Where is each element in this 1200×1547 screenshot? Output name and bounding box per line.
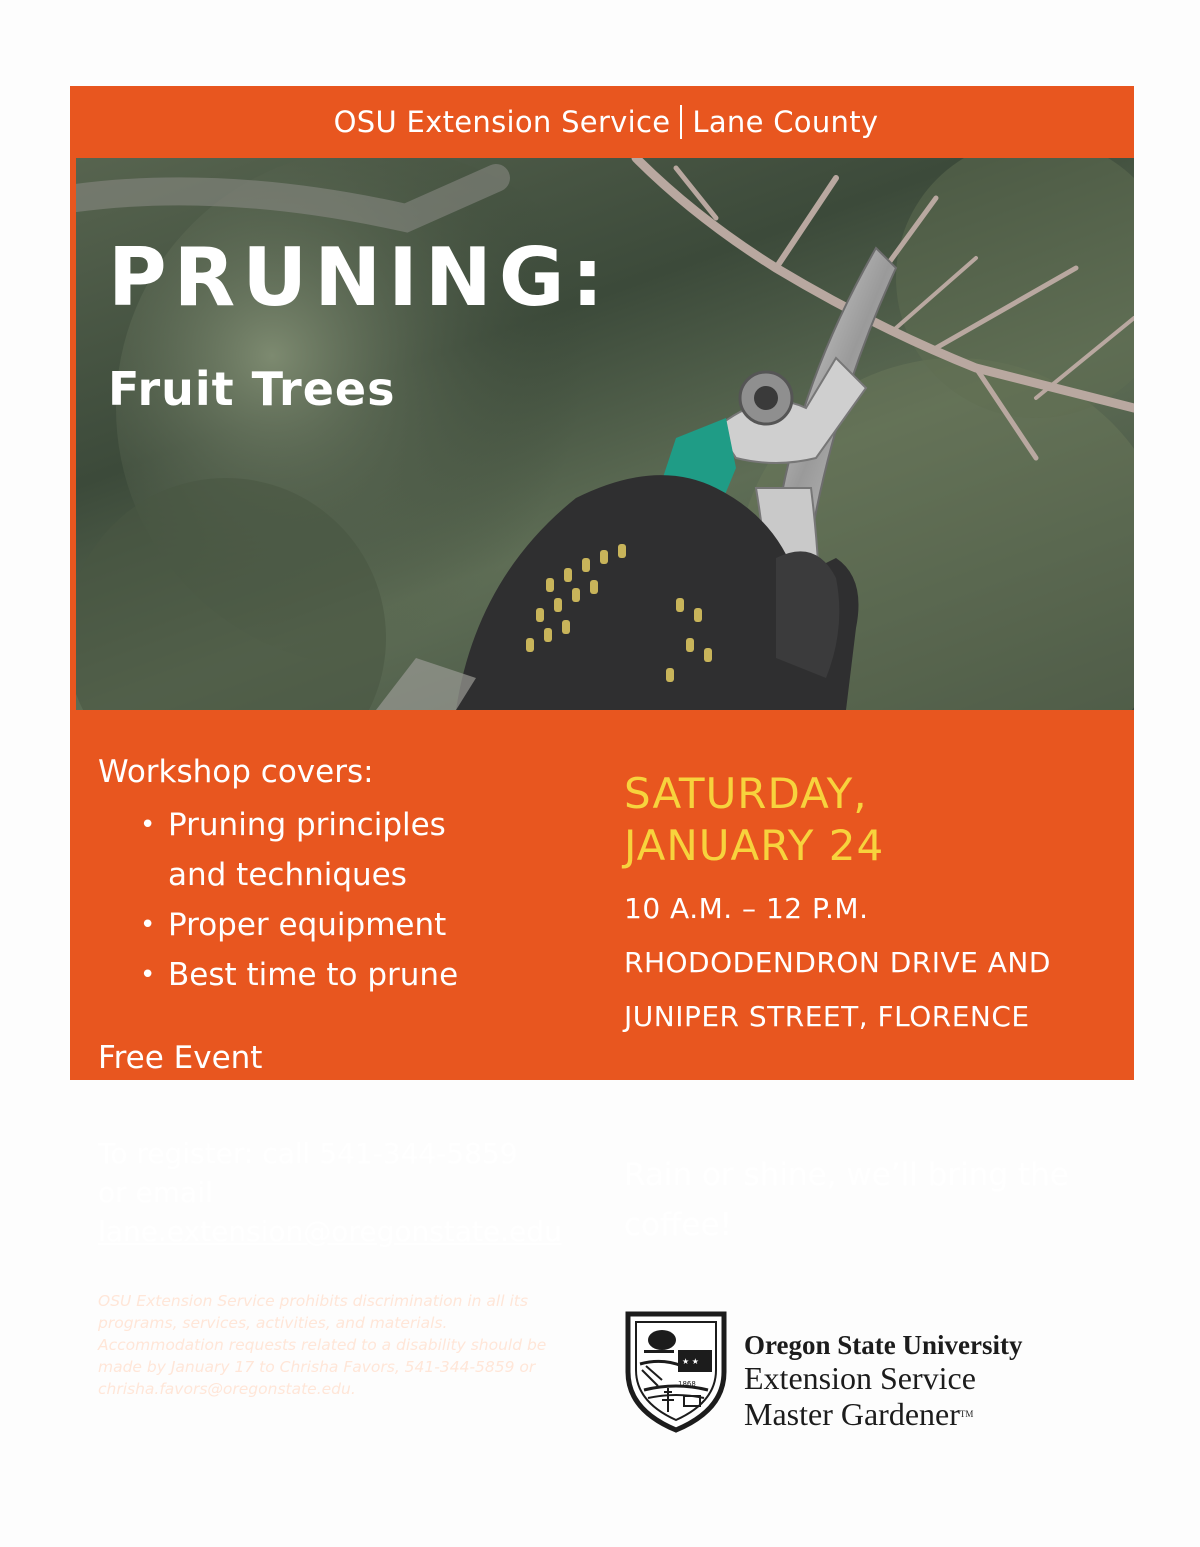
event-details [624, 768, 1124, 1243]
event-tagline: Rain or shine, we’ll bring the coffee! [624, 1157, 1069, 1243]
header-org: OSU Extension Service [333, 105, 671, 139]
event-location-line2: JUNIPER STREET, FLORENCE [624, 1000, 1030, 1033]
logo-extension: Extension Service [744, 1360, 976, 1396]
osu-seal-icon [622, 1310, 730, 1434]
register-or-email: or email [98, 1176, 213, 1209]
osu-logo [622, 1310, 1122, 1434]
list-item: • Pruning principles and techniques [98, 800, 498, 900]
svg-text:★ ★: ★ ★ [682, 1357, 699, 1366]
register-email-link[interactable]: lane.extension@oregonstate.edu [98, 1215, 562, 1248]
logo-university: Oregon State University [744, 1330, 1023, 1360]
event-day: SATURDAY, [624, 769, 868, 818]
event-time: 10 A.M. – 12 P.M. [624, 892, 869, 925]
topic-list [98, 800, 588, 1000]
page-subtitle: Fruit Trees [108, 362, 396, 416]
logo-master-gardener [744, 1396, 1022, 1432]
disclaimer-text: OSU Extension Service prohibits discrimination in all its programs, services, activities, and materials. Accommodation requests related to a disability should be made by January 17 to Chrisha Favors, 541-344-5859 or chrisha.favors@oregonstate.edu. [98, 1292, 547, 1398]
header-separator [680, 105, 682, 139]
register-phone: To register: call 541-344-5859 [98, 1137, 518, 1170]
event-date: JANUARY 24 [624, 821, 885, 870]
list-item: • Proper equipment [98, 900, 588, 950]
logo-master-gardener-text: Master Gardener [744, 1396, 960, 1432]
page-title: PRUNING: [108, 231, 611, 324]
workshop-info [98, 752, 588, 1248]
free-event-label: Free Event [98, 1040, 263, 1076]
list-item: • Best time to prune [98, 950, 588, 1000]
register-info [98, 1134, 598, 1251]
seal-year: 1868 [678, 1380, 696, 1388]
logo-wordmark [744, 1330, 1022, 1432]
header-band [78, 86, 1134, 158]
trademark: TM [959, 1409, 974, 1419]
header-county: Lane County [692, 105, 879, 139]
event-location-line1: RHODODENDRON DRIVE AND [624, 946, 1051, 979]
workshop-covers-label: Workshop covers: [98, 754, 374, 790]
